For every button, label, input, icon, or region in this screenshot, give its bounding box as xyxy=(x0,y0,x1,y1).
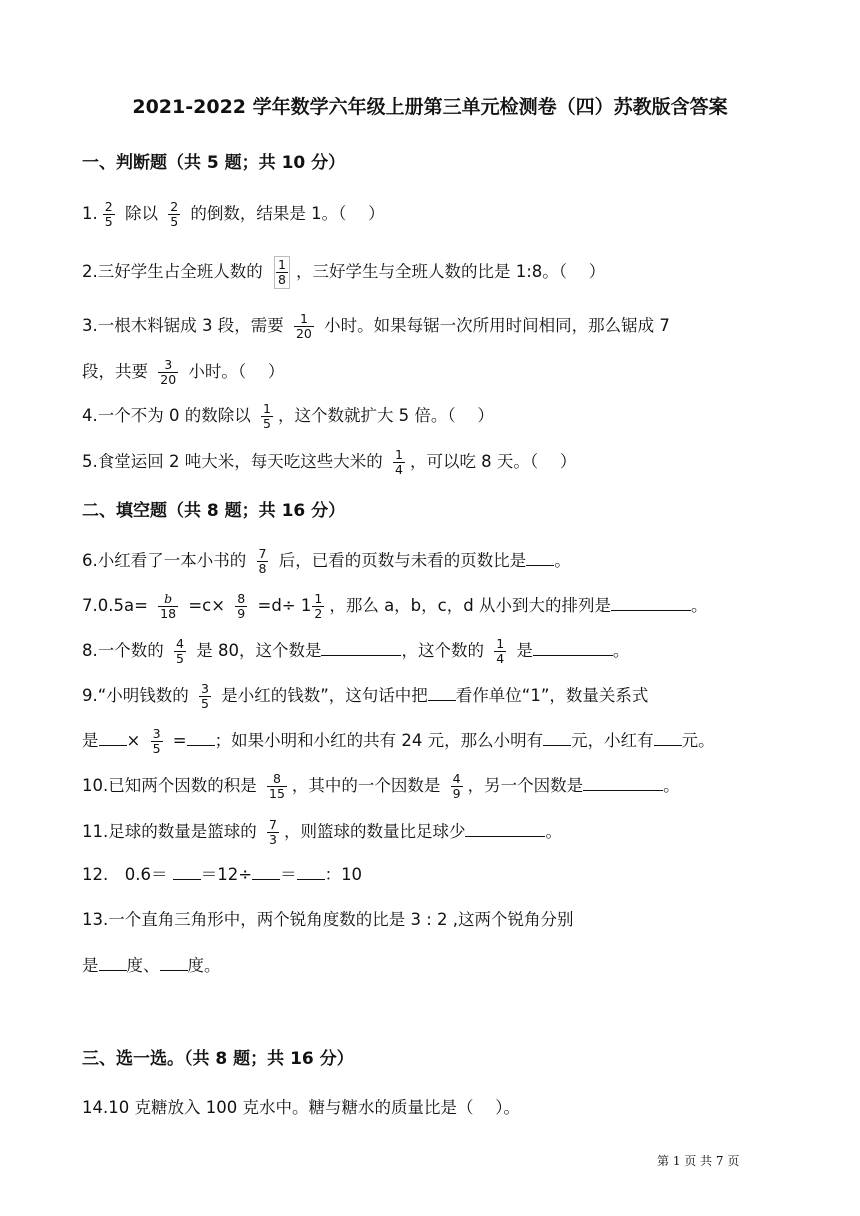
q3-prefix: 3.一根木料锯成 3 段，需要 xyxy=(82,316,289,335)
question-7 xyxy=(82,592,707,621)
fraction xyxy=(274,256,290,289)
question-6 xyxy=(82,547,571,576)
numerator: 8 xyxy=(272,771,281,786)
fraction xyxy=(393,448,405,477)
fraction xyxy=(451,772,463,801)
denominator: 3 xyxy=(269,832,277,847)
fraction xyxy=(294,312,314,341)
q1-text: 除以 xyxy=(119,204,164,223)
fraction xyxy=(494,637,506,666)
q12-prefix: 12. 0.6＝ xyxy=(82,865,173,884)
q13-line2-prefix: 是 xyxy=(82,956,99,975)
denominator: 8 xyxy=(258,561,267,576)
denominator: 20 xyxy=(295,326,312,341)
q13-line2-end: 度。 xyxy=(187,956,221,975)
question-2 xyxy=(82,256,605,289)
q8-mid3: 是 xyxy=(511,641,533,660)
page-title: 2021-2022 学年数学六年级上册第三单元检测卷（四）苏教版含答案 xyxy=(132,96,728,118)
denominator: 20 xyxy=(160,372,177,387)
answer-blank[interactable] xyxy=(428,684,456,701)
q8-mid1: 是 80，这个数是 xyxy=(190,641,322,660)
q9-text2: 看作单位“1”，数量关系式 xyxy=(455,686,649,705)
answer-blank[interactable] xyxy=(321,639,401,656)
numerator: 1 xyxy=(394,447,403,462)
answer-blank[interactable] xyxy=(654,729,682,746)
fraction xyxy=(158,592,178,621)
denominator: 5 xyxy=(104,214,113,229)
q6-prefix: 6.小红看了一本小书的 xyxy=(82,551,252,570)
question-9-line-2 xyxy=(82,727,715,756)
numerator: 1 xyxy=(496,636,505,651)
section-heading-fill-in: 二、填空题（共 8 题；共 16 分） xyxy=(82,501,346,521)
fraction xyxy=(267,772,287,801)
q10-mid: ，其中的一个因数是 xyxy=(291,776,446,795)
section-heading-judgment: 一、判断题（共 5 题；共 10 分） xyxy=(82,153,346,173)
q7-text: ，那么 a，b，c，d 从小到大的排列是 xyxy=(329,596,611,615)
question-13: 13.一个直角三角形中，两个锐角度数的比是 3 : 2 ,这两个锐角分别 xyxy=(82,910,574,929)
q13-line2-mid: 度、 xyxy=(126,956,160,975)
q3-line2-prefix: 段，共要 xyxy=(82,362,154,381)
answer-blank[interactable] xyxy=(173,863,201,880)
fraction xyxy=(199,682,211,711)
fraction xyxy=(168,200,180,229)
question-3 xyxy=(82,312,670,341)
q1-text-end: 的倒数，结果是 1。（ ） xyxy=(185,204,385,223)
question-3-line-2 xyxy=(82,358,284,387)
numerator: 1 xyxy=(262,401,271,416)
numerator: 8 xyxy=(237,591,246,606)
numerator: 7 xyxy=(258,546,267,561)
q12-eq: ＝12÷ xyxy=(200,865,253,884)
fraction xyxy=(235,592,247,621)
q9-line2-mid: ；如果小明和小红的共有 24 元，那么小明有 xyxy=(214,731,544,750)
q9-line2-prefix: 是 xyxy=(82,731,99,750)
q7-eq2: =d÷ 1 xyxy=(252,596,312,615)
q8-prefix: 8.一个数的 xyxy=(82,641,169,660)
q12-eq2: ＝ xyxy=(280,865,297,884)
question-14: 14.10 克糖放入 100 克水中。糖与糖水的质量比是（ ）。 xyxy=(82,1098,520,1117)
denominator: 4 xyxy=(496,651,505,666)
q10-prefix: 10.已知两个因数的积是 xyxy=(82,776,262,795)
denominator: 4 xyxy=(394,462,403,477)
denominator: 5 xyxy=(152,741,161,756)
fraction xyxy=(103,200,115,229)
q3-line2-text: 小时。（ ） xyxy=(183,362,285,381)
page-footer: 第 1 页 共 7 页 xyxy=(657,1154,740,1168)
answer-blank[interactable] xyxy=(252,863,280,880)
denominator: 9 xyxy=(237,606,246,621)
numerator: 4 xyxy=(452,771,461,786)
fraction xyxy=(312,592,324,621)
denominator: 5 xyxy=(170,214,179,229)
question-13-line-2 xyxy=(82,954,221,978)
numerator: 1 xyxy=(314,591,323,606)
q8-mid2: ，这个数的 xyxy=(401,641,490,660)
numerator: 1 xyxy=(278,257,286,272)
denominator: 5 xyxy=(176,651,184,666)
q7-eq1: =c× xyxy=(183,596,231,615)
q9-text: 是小红的钱数”，这句话中把 xyxy=(216,686,428,705)
q11-end: 。 xyxy=(545,822,562,841)
answer-blank[interactable] xyxy=(160,954,188,971)
q7-prefix: 7.0.5a= xyxy=(82,596,154,615)
question-10 xyxy=(82,772,680,801)
numerator: 7 xyxy=(269,817,277,832)
denominator: 18 xyxy=(160,606,177,621)
q2-text: ，三好学生与全班人数的比是 1:8。（ ） xyxy=(295,262,606,281)
fraction xyxy=(257,547,269,576)
numerator: 3 xyxy=(201,681,209,696)
denominator: 15 xyxy=(269,786,285,801)
denominator: 2 xyxy=(314,606,323,621)
question-12 xyxy=(82,863,362,887)
q3-text: 小时。如果每锯一次所用时间相同，那么锯成 7 xyxy=(318,316,670,335)
q9-line2-yuan: 元，小红有 xyxy=(571,731,654,750)
question-9 xyxy=(82,682,648,711)
numerator: 3 xyxy=(152,726,161,741)
q6-text: 后，已看的页数与未看的页数比是 xyxy=(273,551,527,570)
question-5 xyxy=(82,448,576,477)
section-heading-choice: 三、选一选。（共 8 题；共 16 分） xyxy=(82,1049,354,1069)
numerator: 2 xyxy=(170,199,179,214)
q9-equals: = xyxy=(167,731,187,750)
question-8 xyxy=(82,637,629,666)
q8-end: 。 xyxy=(612,641,630,660)
q5-prefix: 5.食堂运回 2 吨大米，每天吃这些大米的 xyxy=(82,452,388,471)
q7-end: 。 xyxy=(690,596,708,615)
numerator: 3 xyxy=(164,357,173,372)
answer-blank[interactable] xyxy=(465,820,545,837)
denominator: 5 xyxy=(201,696,209,711)
fraction xyxy=(151,727,163,756)
answer-blank[interactable] xyxy=(611,594,691,611)
answer-blank[interactable] xyxy=(526,549,554,566)
answer-blank[interactable] xyxy=(543,729,571,746)
answer-blank[interactable] xyxy=(99,729,127,746)
answer-blank[interactable] xyxy=(99,954,127,971)
q11-prefix: 11.足球的数量是篮球的 xyxy=(82,822,262,841)
answer-blank[interactable] xyxy=(297,863,325,880)
fraction xyxy=(174,637,186,666)
numerator: 4 xyxy=(176,636,184,651)
q10-end: 。 xyxy=(663,776,680,795)
denominator: 5 xyxy=(262,416,271,431)
denominator: 9 xyxy=(452,786,461,801)
fraction xyxy=(158,358,178,387)
fraction xyxy=(261,402,273,431)
q4-text: ，这个数就扩大 5 倍。（ ） xyxy=(277,406,494,425)
numerator: 2 xyxy=(104,199,113,214)
numerator: b xyxy=(164,591,173,606)
fraction xyxy=(267,818,279,847)
answer-blank[interactable] xyxy=(583,774,663,791)
numerator: 1 xyxy=(299,311,308,326)
question-4 xyxy=(82,402,494,431)
q9-prefix: 9.“小明钱数的 xyxy=(82,686,195,705)
answer-blank[interactable] xyxy=(187,729,215,746)
q6-end: 。 xyxy=(554,551,571,570)
q9-times: × xyxy=(126,731,146,750)
q10-text: ，另一个因数是 xyxy=(467,776,584,795)
q11-text: ，则篮球的数量比足球少 xyxy=(283,822,466,841)
q1-prefix: 1. xyxy=(82,204,98,223)
q9-line2-end: 元。 xyxy=(681,731,715,750)
denominator: 8 xyxy=(278,272,286,287)
question-11 xyxy=(82,818,562,847)
q12-end: ：10 xyxy=(324,865,363,884)
q4-prefix: 4.一个不为 0 的数除以 xyxy=(82,406,256,425)
question-1 xyxy=(82,200,385,229)
answer-blank[interactable] xyxy=(533,639,613,656)
q5-text: ，可以吃 8 天。（ ） xyxy=(409,452,577,471)
q2-prefix: 2.三好学生占全班人数的 xyxy=(82,262,268,281)
